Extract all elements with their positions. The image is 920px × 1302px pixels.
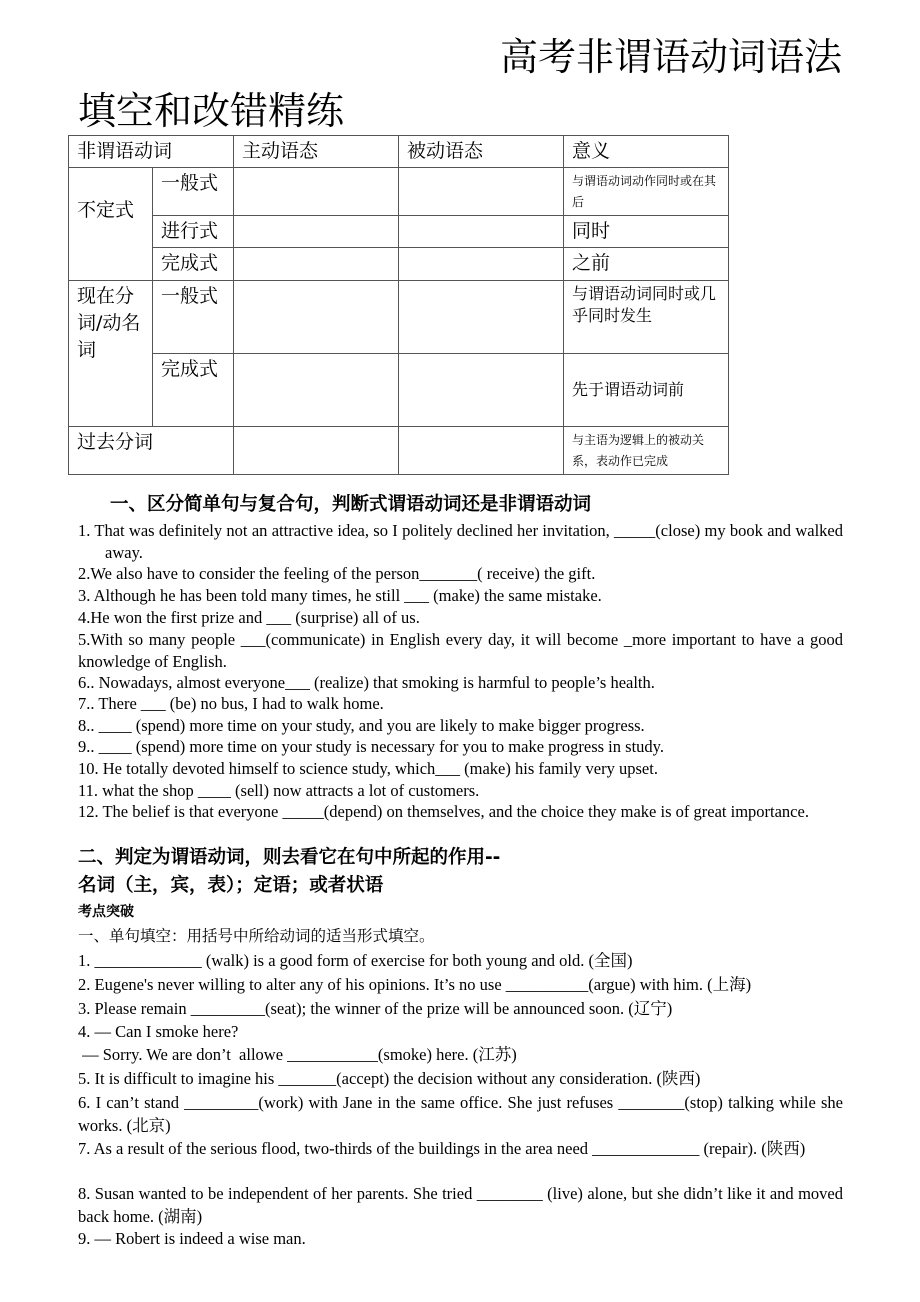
active-cell [234, 427, 399, 475]
title-line-1: 高考非谓语动词语法 [499, 35, 842, 79]
form-cell: 完成式 [153, 248, 234, 281]
exercise-item: 2.We also have to consider the feeling of the person_______( receive) the gift. [78, 564, 596, 583]
exercise-item: 6. I can’t stand _________(work) with Jane in the same office. She just refuses ________(stop) talking while she works. (北京) [78, 1093, 843, 1135]
form-cell: 进行式 [153, 216, 234, 248]
exercise-item: 7. As a result of the serious flood, two-thirds of the buildings in the area need _____________ (repair). (陕西) [78, 1139, 806, 1158]
passive-cell [399, 168, 564, 216]
passive-cell [399, 354, 564, 427]
header-cell: 非谓语动词 [69, 136, 234, 168]
passive-cell [399, 427, 564, 475]
exercise-item: 5.With so many people ___(communicate) in English every day, it will become _more important to have a good knowledge of English. [78, 630, 843, 671]
exercise-item: 1. _____________ (walk) is a good form of exercise for both young and old. (全国) [78, 951, 633, 970]
meaning-cell: 同时 [564, 216, 729, 248]
section-2-heading-line-2: 名词（主，宾，表）；定语；或者状语 [78, 875, 384, 896]
exercise-item: 6.. Nowadays, almost everyone___ (realize) that smoking is harmful to people’s health. [78, 673, 655, 692]
table-row [69, 427, 729, 475]
active-cell [234, 354, 399, 427]
exercise-item: 10. He totally devoted himself to science study, which___ (make) his family very upset. [78, 759, 658, 778]
exercise-item: 8. Susan wanted to be independent of her parents. She tried ________ (live) alone, but she didn’t like it and moved back home. (湖南) [78, 1184, 843, 1226]
meaning-cell: 与谓语动词同时或几乎同时发生 [564, 281, 729, 354]
exercise-item: 3. Please remain _________(seat); the winner of the prize will be announced soon. (辽宁) [78, 999, 673, 1018]
meaning-cell: 先于谓语动词前 [564, 354, 729, 427]
exercise-item: 4. — Can I smoke here? [78, 1022, 239, 1041]
meaning-cell: 与主语为逻辑上的被动关系，表动作已完成 [564, 427, 729, 475]
table-row [69, 216, 729, 248]
exercise-item: 9.. ____ (spend) more time on your study is necessary for you to make progress in study. [78, 737, 664, 756]
active-cell [234, 248, 399, 281]
passive-cell [399, 216, 564, 248]
passive-cell [399, 281, 564, 354]
exercise-item: 8.. ____ (spend) more time on your study, and you are likely to make bigger progress. [78, 716, 645, 735]
section-2-heading-line-1: 二、判定为谓语动词，则去看它在句中所起的作用-- [78, 847, 501, 868]
active-cell [234, 281, 399, 354]
active-cell [234, 168, 399, 216]
table-row [69, 248, 729, 281]
form-cell: 一般式 [153, 168, 234, 216]
instruction: 一、单句填空：用括号中所给动词的适当形式填空。 [78, 927, 435, 945]
passive-cell [399, 248, 564, 281]
row-label-infinitive: 不定式 [69, 168, 153, 281]
meaning-cell: 与谓语动词动作同时或在其后 [564, 168, 729, 216]
meaning-cell: 之前 [564, 248, 729, 281]
exercise-item: 1. That was definitely not an attractive idea, so I politely declined her invitation, _____(close) my book and walked away. [78, 521, 843, 562]
table-row [69, 168, 729, 216]
header-cell: 主动语态 [234, 136, 399, 168]
table-header-row [69, 136, 729, 168]
form-cell: 完成式 [153, 354, 234, 427]
exercise-item: 3. Although he has been told many times, he still ___ (make) the same mistake. [78, 586, 602, 605]
exercise-item: — Sorry. We are don’t allowe ___________(smoke) here. (江苏) [78, 1045, 517, 1064]
exercise-item: 9. — Robert is indeed a wise man. [78, 1229, 306, 1248]
table-row [69, 281, 729, 354]
subheading: 考点突破 [78, 904, 134, 920]
header-cell: 意义 [564, 136, 729, 168]
row-label-participle: 现在分词/动名词 [69, 281, 153, 427]
exercise-item: 7.. There ___ (be) no bus, I had to walk home. [78, 694, 384, 713]
form-cell: 一般式 [153, 281, 234, 354]
title-line-2: 填空和改错精练 [78, 89, 345, 133]
row-label-past-participle: 过去分词 [69, 427, 234, 475]
exercise-item: 5. It is difficult to imagine his _______(accept) the decision without any consideration. (陕西) [78, 1069, 701, 1088]
exercise-item: 4.He won the first prize and ___ (surprise) all of us. [78, 608, 420, 627]
exercise-item: 11. what the shop ____ (sell) now attracts a lot of customers. [78, 781, 480, 800]
exercise-item: 2. Eugene's never willing to alter any of his opinions. It’s no use __________(argue) with him. (上海) [78, 975, 752, 994]
header-cell: 被动语态 [399, 136, 564, 168]
non-finite-verb-table [68, 135, 729, 475]
exercise-item: 12. The belief is that everyone _____(depend) on themselves, and the choice they make is of great importance. [78, 802, 809, 821]
table-row [69, 354, 729, 427]
active-cell [234, 216, 399, 248]
section-1-heading: 一、区分简单句与复合句，判断式谓语动词还是非谓语动词 [110, 494, 592, 515]
